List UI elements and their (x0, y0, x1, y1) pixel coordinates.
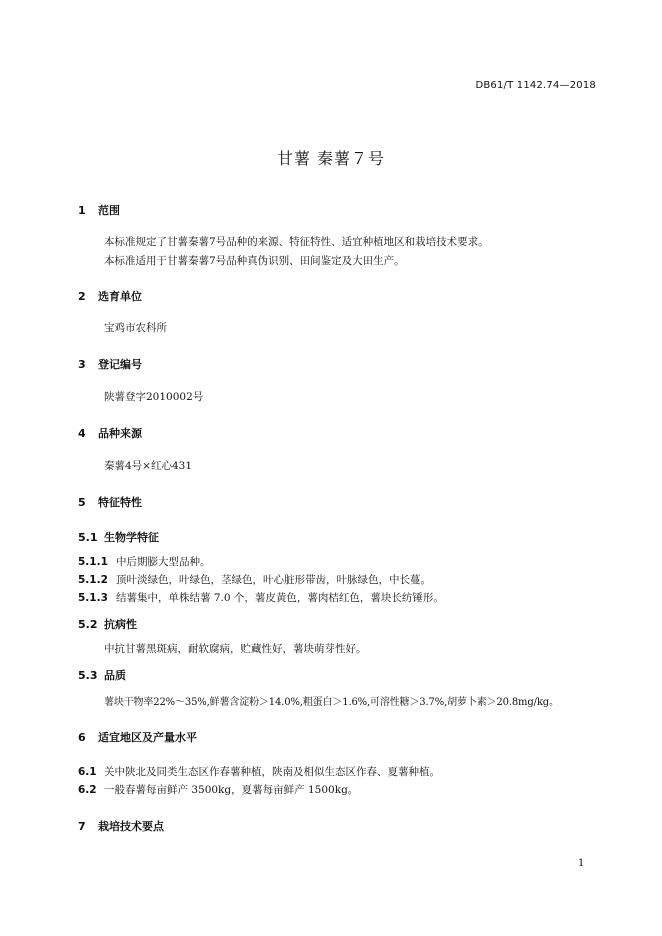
paragraph: 宝鸡市农科所 (104, 322, 167, 334)
section-title: 抗病性 (104, 618, 137, 631)
section-number: 4 (78, 427, 86, 440)
item-text: 结薯集中，单株结薯 7.0 个，薯皮黄色，薯肉桔红色，薯块长纺锤形。 (116, 592, 444, 604)
section-title: 选育单位 (98, 290, 142, 303)
paragraph: 秦薯4号×红心431 (104, 460, 193, 472)
section-title: 生物学特征 (104, 531, 159, 544)
paragraph: 本标准规定了甘薯秦薯7号品种的来源、特征特性、适宜种植地区和栽培技术要求。 (104, 236, 489, 248)
section-number: 5.3 (78, 669, 98, 682)
section-title: 范围 (98, 204, 120, 217)
item-text: 关中陕北及同类生态区作春薯种植，陕南及相似生态区作春、夏薯种植。 (104, 766, 440, 778)
section-number: 3 (78, 358, 86, 371)
section-7-heading (78, 818, 164, 834)
section-number: 7 (78, 820, 86, 833)
section-number: 5.1 (78, 531, 98, 544)
subsection-5-3-heading (78, 667, 126, 683)
section-title: 品种来源 (98, 427, 142, 440)
section-4-heading (78, 425, 142, 441)
standard-code: DB61/T 1142.74—2018 (475, 80, 596, 91)
section-title: 栽培技术要点 (98, 820, 164, 833)
section-title: 适宜地区及产量水平 (98, 731, 197, 744)
item-text: 顶叶淡绿色，叶绿色，茎绿色，叶心脏形带齿，叶脉绿色，中长蔓。 (116, 574, 431, 586)
paragraph: 中抗甘薯黑斑病，耐软腐病，贮藏性好，薯块萌芽性好。 (104, 643, 367, 655)
paragraph: 本标准适用于甘薯秦薯7号品种真伪识别、田间鉴定及大田生产。 (104, 255, 405, 267)
section-number: 5.2 (78, 618, 98, 631)
item-number: 5.1.3 (78, 592, 108, 604)
page-number: 1 (578, 858, 585, 869)
list-item (78, 764, 440, 779)
section-title: 特征特性 (98, 496, 142, 509)
section-6-heading (78, 729, 197, 745)
paragraph: 陕薯登字2010002号 (104, 391, 204, 403)
section-number: 1 (78, 204, 86, 217)
section-1-heading (78, 202, 120, 218)
item-text: 一般春薯每亩鲜产 3500kg，夏薯每亩鲜产 1500kg。 (104, 784, 359, 796)
subsection-5-1-heading (78, 529, 159, 545)
section-title: 品质 (104, 669, 126, 682)
subsection-5-2-heading (78, 616, 137, 632)
section-title: 登记编号 (98, 358, 142, 371)
section-number: 6 (78, 731, 86, 744)
section-number: 5 (78, 496, 86, 509)
section-number: 2 (78, 290, 86, 303)
section-2-heading (78, 288, 142, 304)
paragraph: 薯块干物率22%～35%,鲜薯含淀粉＞14.0%,粗蛋白＞1.6%,可溶性糖＞3.7%,胡萝卜素＞20.8mg/kg。 (104, 697, 559, 708)
list-item (78, 590, 444, 605)
list-item (78, 572, 431, 587)
item-number: 6.2 (78, 784, 97, 796)
list-item (78, 782, 358, 797)
list-item (78, 554, 211, 569)
section-3-heading (78, 356, 142, 372)
item-number: 5.1.2 (78, 574, 108, 586)
item-number: 6.1 (78, 766, 97, 778)
item-number: 5.1.1 (78, 556, 108, 568)
page-title: 甘薯 秦薯７号 (276, 149, 386, 168)
section-5-heading (78, 494, 142, 510)
item-text: 中后期膨大型品种。 (116, 556, 211, 568)
